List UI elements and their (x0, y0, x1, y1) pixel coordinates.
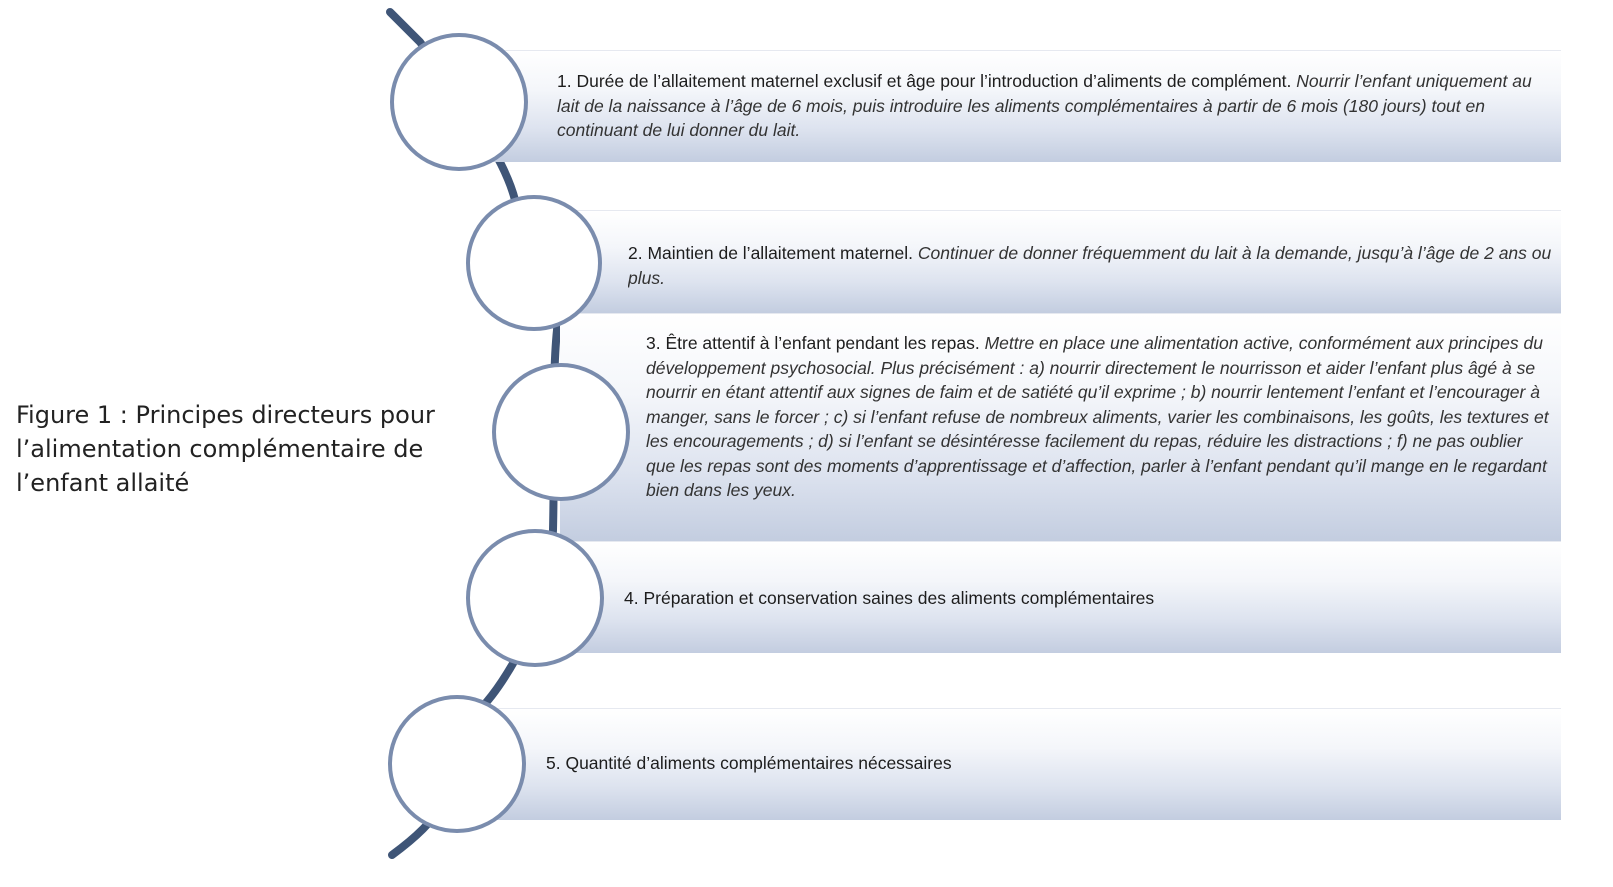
step-circle-5 (388, 695, 526, 833)
step-circle-1 (390, 33, 528, 171)
step-text-3 (646, 331, 1552, 531)
step-title-2: 2. Maintien de l’allaitement maternel. (628, 243, 914, 263)
step-circle-4 (466, 529, 604, 667)
step-title-3: 3. Être attentif à l’enfant pendant les repas. (646, 333, 980, 353)
step-text-4 (624, 586, 1524, 611)
step-text-2 (628, 241, 1552, 291)
step-title-5: 5. Quantité d’aliments complémentaires nécessaires (546, 753, 952, 773)
step-circle-2 (466, 195, 602, 331)
step-title-4: 4. Préparation et conservation saines des aliments complémentaires (624, 588, 1155, 608)
step-body-1: Nourrir l’enfant uniquement au lait de la naissance à l’âge de 6 mois, puis introduire les aliments complémentaires à partir de 6 mois (180 jours) tout en continuant de lui donner du lait. (557, 71, 1532, 140)
step-body-2: Continuer de donner fréquemment du lait à la demande, jusqu’à l’âge de 2 ans ou plus. (628, 243, 1552, 288)
figure-caption: Figure 1 : Principes directeurs pour l’alimentation complémentaire de l’enfant allaité (16, 401, 435, 497)
step-text-5 (546, 751, 1446, 776)
step-circle-3 (492, 363, 630, 501)
step-body-3: Mettre en place une alimentation active, conformément aux principes du développement psychosocial. Plus précisément : a) nourrir directement le nourrisson et aider l’enfant plus âgé à se nourrir en étant attentif aux signes de faim et de satiété qu’il exprime ; b) nourrir lentement l’enfant et l’encourager à manger, sans le forcer ; c) si l’enfant refuse de nombreux aliments, varier les combinaisons, les goûts, les textures et les encouragements ; d) si l’enfant se désintéresse facilement du repas, réduire les distractions ; f) ne pas oublier que les repas sont des moments d’apprentissage et d’affection, parler à l’enfant pendant qu’il mange en le regardant bien dans les yeux. (646, 333, 1549, 500)
step-title-1: 1. Durée de l’allaitement maternel exclusif et âge pour l’introduction d’aliments de complément. (557, 71, 1292, 91)
step-text-1 (557, 69, 1547, 143)
